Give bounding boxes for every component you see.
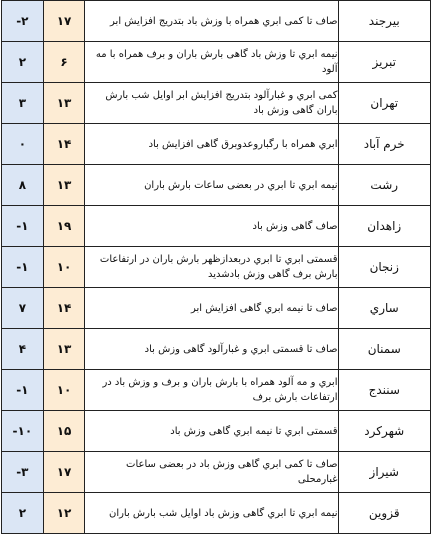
weather-forecast-table xyxy=(1,0,431,534)
city-name: سمنان xyxy=(338,329,431,370)
min-temperature xyxy=(2,206,44,247)
weather-description: کمی ابري و غبارآلود بتدریج افزایش ابر اوایل شب بارش باران گاهی وزش باد xyxy=(85,83,338,124)
min-temperature-value: ۲ xyxy=(18,506,27,520)
min-temperature xyxy=(2,42,44,83)
max-temperature-value: ۱۷ xyxy=(56,465,72,479)
min-temperature-value: -۲ xyxy=(16,14,29,28)
min-temperature xyxy=(2,247,44,288)
min-temperature-value: -۱ xyxy=(16,260,29,274)
weather-description: نیمه ابري تا ابري در بعضی ساعات بارش باران xyxy=(85,165,338,206)
table-row xyxy=(2,124,431,165)
city-name: تبريز xyxy=(338,42,431,83)
forecast-table-container xyxy=(1,0,434,559)
min-temperature xyxy=(2,83,44,124)
table-row xyxy=(2,452,431,493)
max-temperature-value: ۱۴ xyxy=(56,301,72,315)
min-temperature-value: -۱۰ xyxy=(12,424,33,438)
city-name: زاهدان xyxy=(338,206,431,247)
max-temperature-value: ۱۷ xyxy=(56,14,72,28)
min-temperature-value: ۰ xyxy=(18,137,27,151)
max-temperature-value: ۱۰ xyxy=(56,383,72,397)
city-name: تهران xyxy=(338,83,431,124)
max-temperature-value: ۱۲ xyxy=(56,506,72,520)
table-row xyxy=(2,83,431,124)
city-name: خرم آباد xyxy=(338,124,431,165)
weather-description: قسمتی ابري تا ابري دربعدازظهر بارش باران در ارتفاعات بارش برف گاهی وزش بادشدید xyxy=(85,247,338,288)
table-row xyxy=(2,1,431,42)
max-temperature xyxy=(43,42,85,83)
city-name: قزوين xyxy=(338,493,431,534)
city-name: رشت xyxy=(338,165,431,206)
min-temperature-value: -۱ xyxy=(16,383,29,397)
min-temperature-value: -۱ xyxy=(16,219,29,233)
table-row xyxy=(2,411,431,452)
table-row xyxy=(2,165,431,206)
min-temperature-value: ۸ xyxy=(18,178,27,192)
min-temperature xyxy=(2,288,44,329)
weather-description: نیمه ابري تا ابري گاهی وزش باد اوایل شب بارش باران xyxy=(85,493,338,534)
max-temperature-value: ۶ xyxy=(60,55,68,69)
min-temperature-value: ۲ xyxy=(18,55,27,69)
table-row xyxy=(2,370,431,411)
min-temperature xyxy=(2,329,44,370)
max-temperature xyxy=(43,247,85,288)
weather-description: ابري و مه آلود همراه با بارش باران و برف و وزش باد در ارتفاعات بارش برف xyxy=(85,370,338,411)
city-name: شهرکرد xyxy=(338,411,431,452)
max-temperature-value: ۱۹ xyxy=(56,219,72,233)
weather-description: صاف تا نیمه ابري گاهی افزایش ابر xyxy=(85,288,338,329)
table-row xyxy=(2,493,431,534)
weather-description: ابري همراه با رگباروعدوبرق گاهی افزایش باد xyxy=(85,124,338,165)
min-temperature-value: -۳ xyxy=(16,465,29,479)
max-temperature xyxy=(43,452,85,493)
city-name: زنجان xyxy=(338,247,431,288)
max-temperature xyxy=(43,206,85,247)
min-temperature-value: ۷ xyxy=(18,301,27,315)
table-row xyxy=(2,329,431,370)
table-row xyxy=(2,206,431,247)
max-temperature xyxy=(43,411,85,452)
max-temperature xyxy=(43,124,85,165)
max-temperature-value: ۱۳ xyxy=(56,342,72,356)
weather-description: صاف تا کمی ابري همراه با وزش باد بتدریج افزایش ابر xyxy=(85,1,338,42)
city-name: بیرجند xyxy=(338,1,431,42)
max-temperature-value: ۱۰ xyxy=(56,260,72,274)
max-temperature xyxy=(43,493,85,534)
weather-description: قسمتی ابري تا نیمه ابري گاهی وزش باد xyxy=(85,411,338,452)
min-temperature xyxy=(2,370,44,411)
min-temperature-value: ۳ xyxy=(18,96,27,110)
max-temperature xyxy=(43,370,85,411)
max-temperature xyxy=(43,83,85,124)
min-temperature xyxy=(2,452,44,493)
max-temperature xyxy=(43,288,85,329)
table-row xyxy=(2,247,431,288)
min-temperature xyxy=(2,165,44,206)
max-temperature-value: ۱۳ xyxy=(56,96,72,110)
city-name: شیراز xyxy=(338,452,431,493)
min-temperature-value: ۴ xyxy=(18,342,27,356)
weather-description: نیمه ابري تا وزش باد گاهی بارش باران و برف همراه با مه آلود xyxy=(85,42,338,83)
city-name: ساري xyxy=(338,288,431,329)
max-temperature xyxy=(43,329,85,370)
max-temperature-value: ۱۵ xyxy=(56,424,72,438)
max-temperature xyxy=(43,1,85,42)
table-row xyxy=(2,42,431,83)
min-temperature xyxy=(2,1,44,42)
max-temperature-value: ۱۴ xyxy=(56,137,72,151)
max-temperature-value: ۱۳ xyxy=(56,178,72,192)
weather-description: صاف تا قسمتی ابري و غبارآلود گاهی وزش باد xyxy=(85,329,338,370)
table-row xyxy=(2,288,431,329)
min-temperature xyxy=(2,411,44,452)
weather-description: صاف گاهی وزش باد xyxy=(85,206,338,247)
city-name: سنندج xyxy=(338,370,431,411)
weather-description: صاف تا کمی ابري گاهی وزش باد در بعضی ساعات غبارمحلی xyxy=(85,452,338,493)
min-temperature xyxy=(2,124,44,165)
max-temperature xyxy=(43,165,85,206)
min-temperature xyxy=(2,493,44,534)
